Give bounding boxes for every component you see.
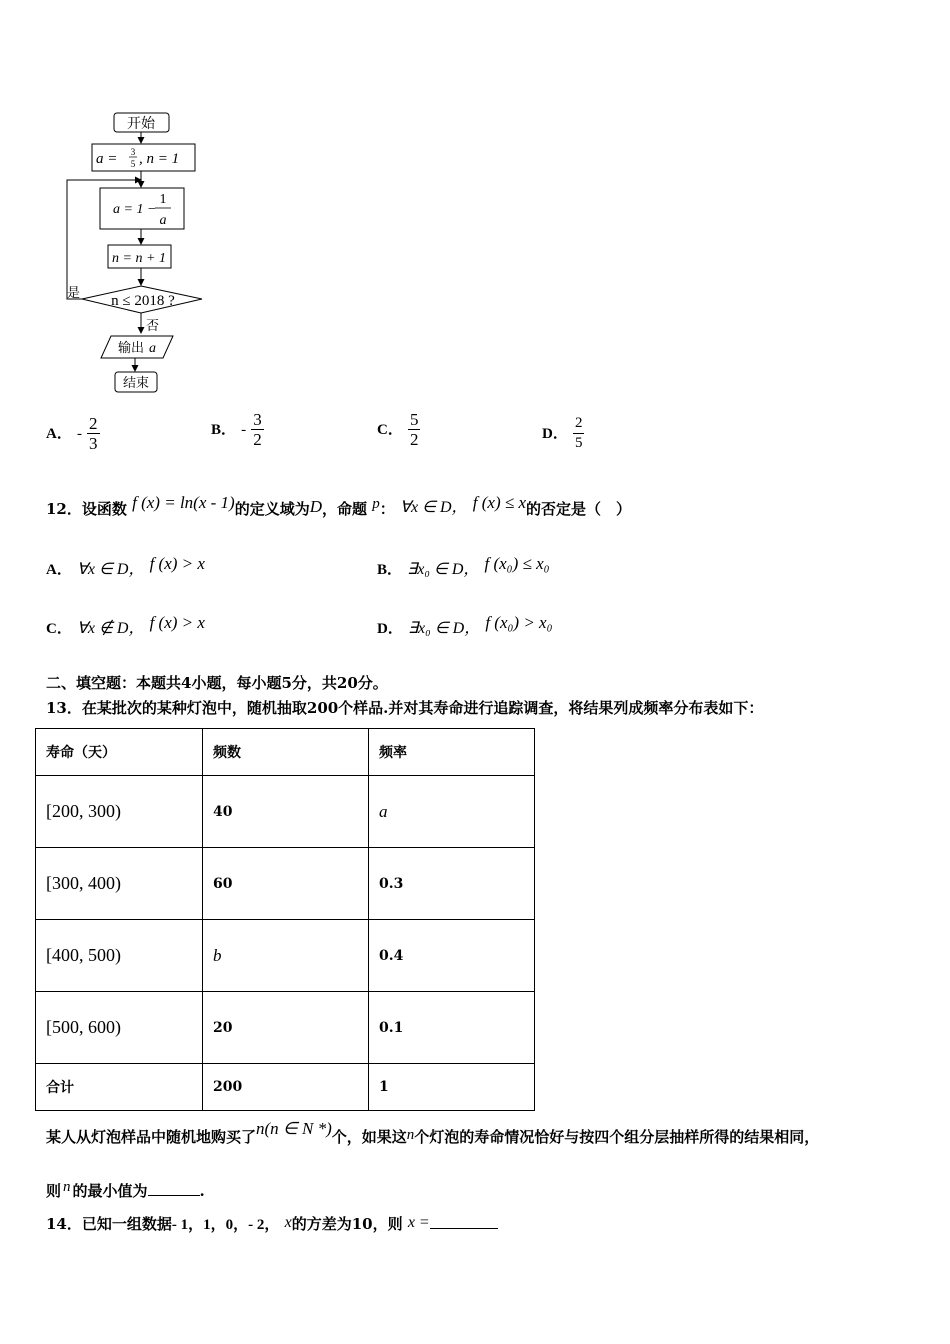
table-header-frequency-count: 频数	[203, 729, 369, 776]
q14-data: - 1，1，0，- 2，	[171, 1217, 280, 1233]
q12-option-a	[46, 556, 205, 579]
q12-option-c-label: C．	[46, 621, 72, 637]
q13-follow-line-2	[46, 1180, 205, 1201]
q13-intro: 13．在某批次的某种灯泡中，随机抽取200个样品.并对其寿命进行追踪调查，将结果列成频率分布表如下：	[46, 699, 764, 717]
q12-option-c-quantifier: ∀x ∉ D，	[76, 620, 145, 637]
q12-option-b	[377, 556, 550, 579]
table-row	[36, 920, 535, 992]
q11-option-c-frac: $\frac{5}{2}$	[409, 410, 419, 449]
q11-option-a-sign: -	[76, 426, 82, 442]
table-cell-interval: [300, 400)	[36, 848, 203, 920]
table-cell-rate: a	[369, 776, 535, 848]
q12-option-b-expr: f (x₀) ≤ x₀	[484, 554, 550, 573]
table-header-lifespan: 寿命（天）	[36, 729, 203, 776]
q12-function: f (x) = ln(x - 1)	[132, 493, 235, 512]
q11-option-a-frac: $\frac{2}{3}$	[89, 414, 98, 453]
table-total-row	[36, 1064, 535, 1111]
q12-number: 12．	[46, 500, 82, 518]
flow-init-a: a =	[96, 151, 118, 167]
q12-option-a-expr: f (x) > x	[149, 554, 205, 573]
table-cell-rate: 0.3	[369, 848, 535, 920]
table-cell-rate: 0.4	[369, 920, 535, 992]
q12-option-a-label: A．	[46, 562, 72, 578]
q14-stem	[46, 1213, 498, 1234]
q11-option-c-label: C．	[377, 422, 403, 438]
q12-option-d-expr: f (x₀) > x₀	[485, 613, 553, 632]
q12-text-4: ：	[379, 500, 395, 518]
table-cell-count: 20	[203, 992, 369, 1064]
q11-option-a-label: A．	[46, 426, 72, 442]
q11-option-d	[542, 414, 584, 453]
q13-answer-blank[interactable]	[148, 1181, 200, 1196]
table-row	[36, 776, 535, 848]
flow-output-var: a	[149, 341, 156, 356]
table-cell-interval: [200, 300)	[36, 776, 203, 848]
frequency-table	[35, 728, 535, 1111]
q14-answer-blank[interactable]	[430, 1214, 498, 1229]
flow-yes-label: 是	[67, 285, 81, 300]
flow-assign-num: 1	[159, 192, 167, 207]
flow-init-frac-den: 5	[130, 159, 136, 169]
q12-option-d-label: D．	[377, 621, 403, 637]
flow-end-text: 结束	[122, 375, 150, 390]
table-row	[36, 848, 535, 920]
q13-n-expression: n(n ∈ N *)	[256, 1119, 332, 1138]
q12-stem	[46, 493, 632, 519]
q11-option-b	[211, 410, 264, 449]
q12-text-5: 的否定是（ ）	[526, 500, 632, 518]
flow-increment-text: n = n + 1	[112, 251, 166, 266]
q12-option-d	[377, 615, 553, 638]
table-cell-count: b	[203, 920, 369, 992]
q12-text-3: ，命题	[322, 500, 368, 518]
q12-option-d-quantifier: ∃x₀ ∈ D，	[407, 620, 481, 637]
table-cell-interval: [500, 600)	[36, 992, 203, 1064]
table-total-rate: 1	[369, 1064, 535, 1111]
section-2-heading: 二、填空题：本题共4小题，每小题5分，共20分。	[46, 674, 388, 692]
q13-follow-text-4: 则	[46, 1182, 62, 1200]
table-total-label: 合计	[36, 1064, 203, 1111]
flow-init-frac-num: 3	[130, 147, 136, 157]
q12-text-1: 设函数	[81, 500, 127, 518]
q11-option-b-frac: $\frac{3}{2}$	[253, 410, 262, 449]
q12-text-2: 的定义域为	[234, 500, 310, 518]
q12-p: p	[372, 496, 380, 512]
table-total-count: 200	[203, 1064, 369, 1111]
q12-option-b-label: B．	[377, 562, 403, 578]
q13-follow-text-6: .	[199, 1182, 205, 1200]
q12-option-a-quantifier: ∀x ∈ D，	[76, 561, 145, 578]
q13-follow-line-1	[46, 1119, 820, 1147]
flow-condition-text: n ≤ 2018 ?	[111, 293, 175, 309]
q14-ask: x =	[407, 1214, 430, 1231]
q14-text-1: 14．已知一组数据	[46, 1215, 172, 1233]
q13-n: n	[406, 1127, 415, 1143]
q13-n-2: n	[63, 1179, 71, 1195]
q11-option-d-frac: $\frac{2}{5}$	[574, 415, 583, 451]
q12-option-c-expr: f (x) > x	[149, 613, 205, 632]
q11-option-a	[46, 414, 100, 453]
q11-option-b-sign: -	[241, 422, 247, 438]
flow-start-text: 开始	[127, 117, 155, 132]
table-header-frequency-rate: 频率	[369, 729, 535, 776]
table-cell-interval: [400, 500)	[36, 920, 203, 992]
table-row	[36, 992, 535, 1064]
q13-follow-text-2: 个，如果这	[331, 1128, 407, 1146]
q12-proposition: f (x) ≤ x	[472, 493, 526, 512]
q13-follow-text-5: 的最小值为	[72, 1182, 148, 1200]
q11-option-b-label: B．	[211, 422, 237, 438]
q12-option-b-quantifier: ∃x₀ ∈ D，	[407, 561, 480, 578]
q14-text-2: 的方差为10，则	[291, 1215, 403, 1233]
flow-output-prefix: 输出	[118, 340, 145, 355]
table-header-row	[36, 729, 535, 776]
q13-follow-text-3: 个灯泡的寿命情况恰好与按四个组分层抽样所得的结果相同，	[414, 1128, 820, 1146]
flow-assign-prefix: a = 1 −	[113, 202, 157, 217]
table-cell-rate: 0.1	[369, 992, 535, 1064]
q14-x: x	[284, 1214, 292, 1231]
table-cell-count: 40	[203, 776, 369, 848]
q12-domain: D	[309, 497, 322, 516]
q11-option-c	[377, 410, 420, 449]
flowchart	[55, 105, 215, 400]
flow-assign-den: a	[159, 213, 167, 228]
flow-init-n: , n = 1	[139, 151, 180, 167]
q11-option-d-label: D．	[542, 426, 568, 442]
q12-option-c	[46, 615, 205, 638]
flow-no-label: 否	[146, 318, 160, 333]
q13-follow-text-1: 某人从灯泡样品中随机地购买了	[46, 1128, 257, 1146]
table-cell-count: 60	[203, 848, 369, 920]
q12-forall: ∀x ∈ D，	[400, 499, 468, 516]
